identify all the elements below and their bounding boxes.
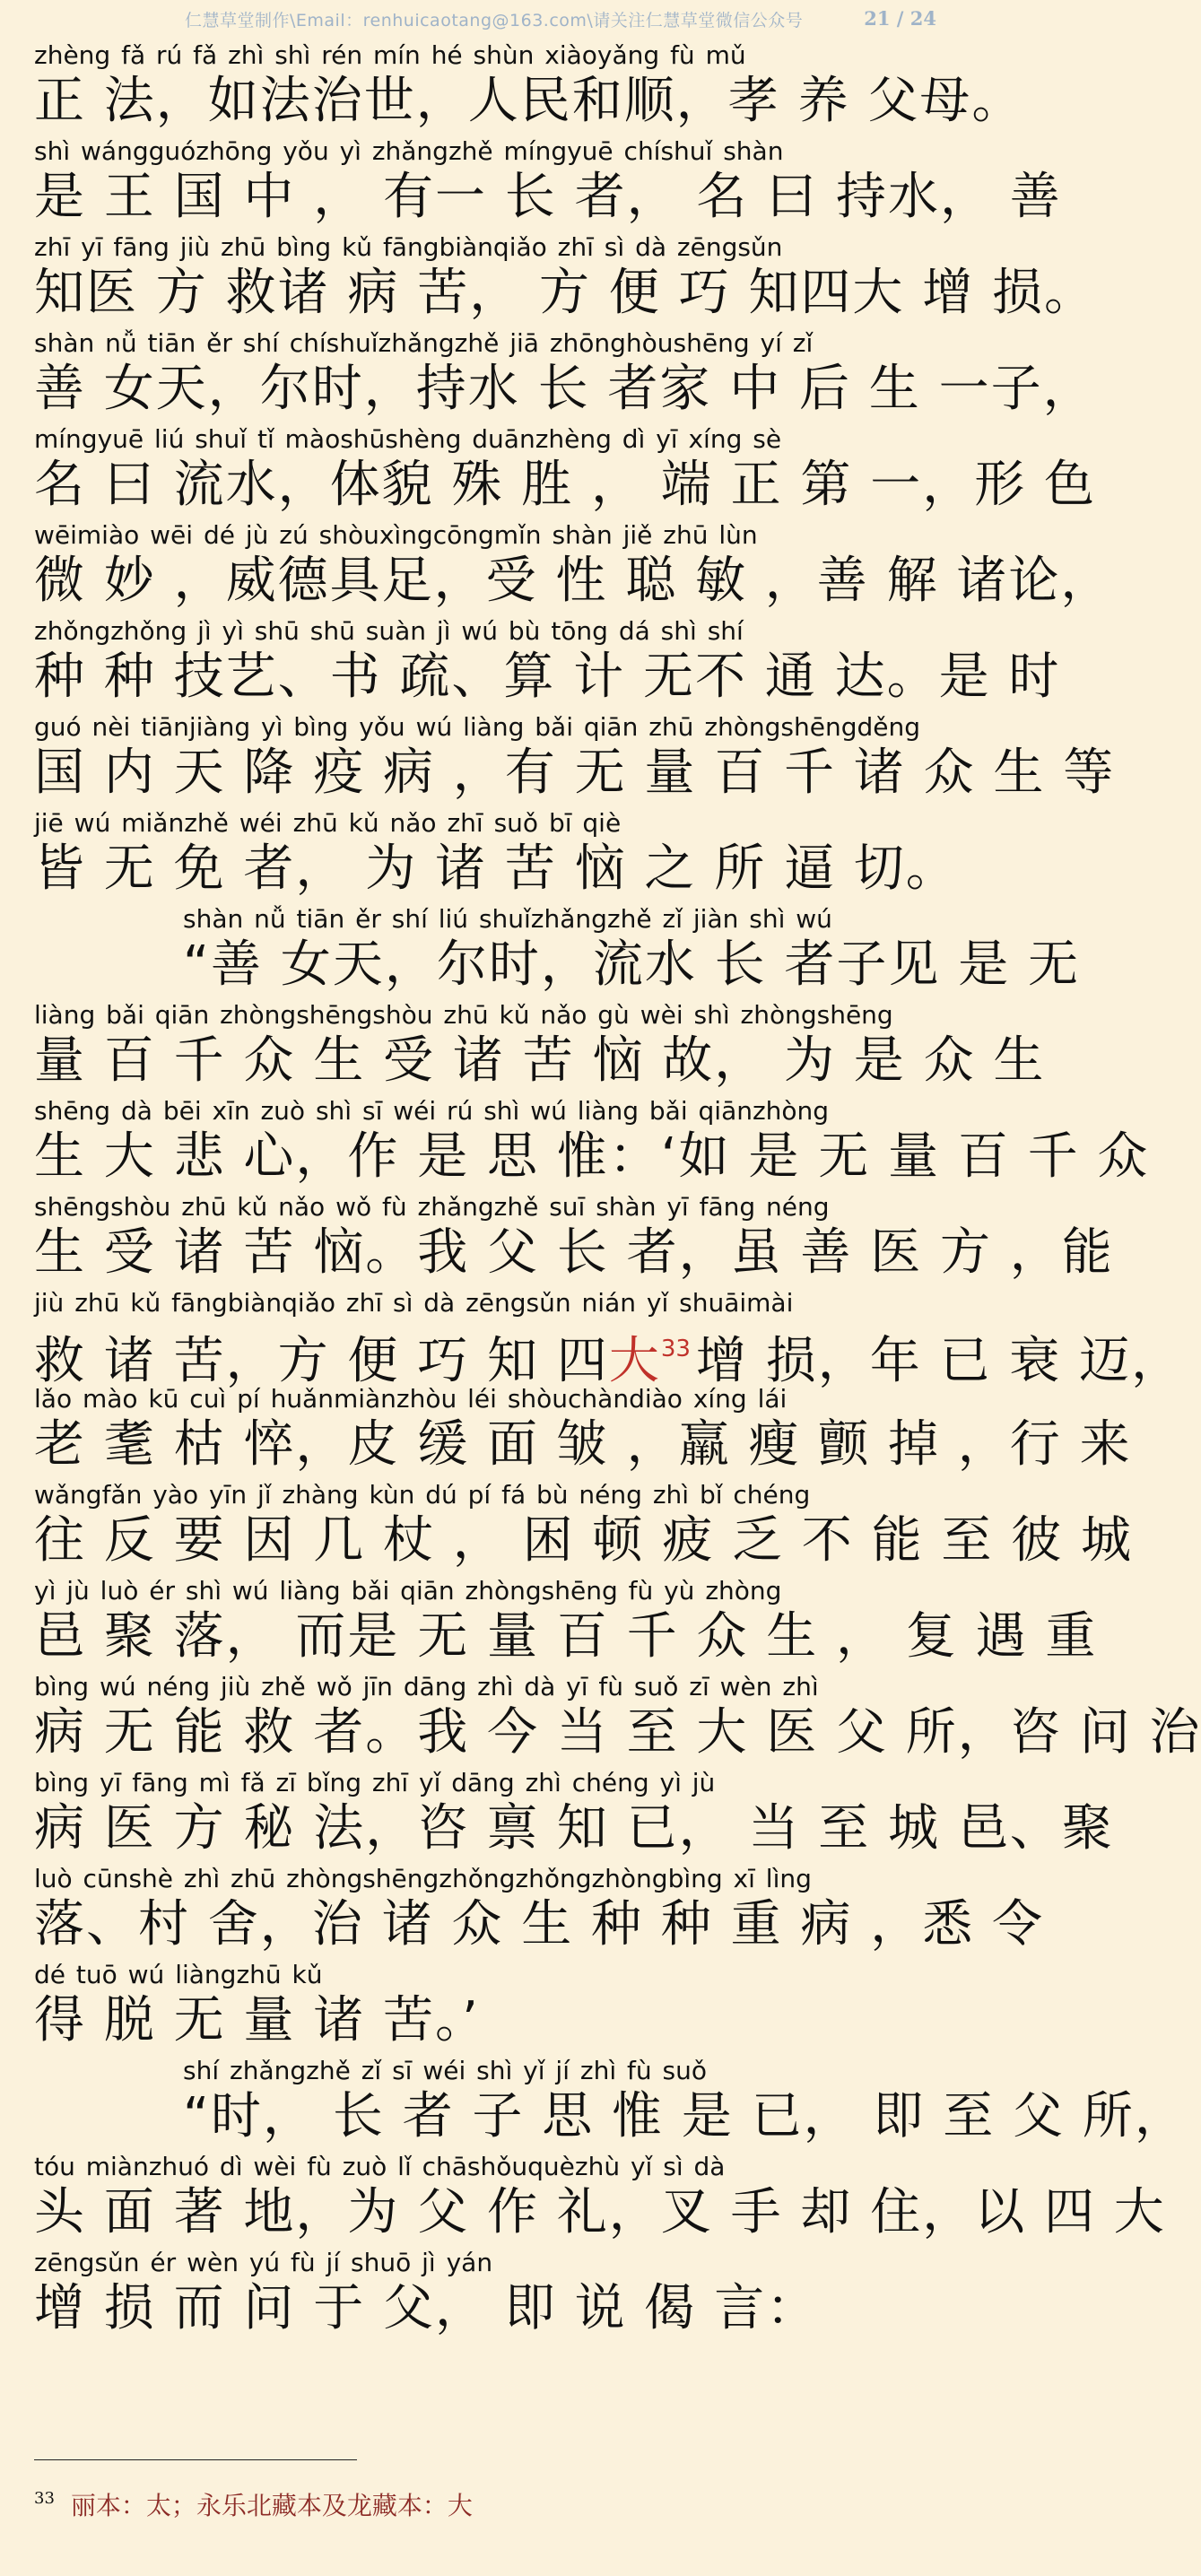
pinyin-line: shí zhǎngzhě zǐ sī wéi shì yǐ jí zhì fù suǒ — [183, 2056, 707, 2085]
text-line — [34, 1671, 1201, 1767]
hanzi-segment: 救 诸 苦，方 便 巧 知 四 — [34, 1332, 609, 1390]
hanzi-line: 邑 聚 落， 而是 无 量 百 千 众 生 ， 复 遇 重 — [34, 1607, 1098, 1666]
hanzi-line: “善 女天，尔时，流水 长 者子见 是 无 — [183, 936, 1081, 994]
pinyin-line: wǎngfǎn yào yīn jǐ zhàng kùn dú pí fá bù néng zhì bǐ chéng — [34, 1480, 811, 1510]
pinyin-line: zhǒngzhǒng jì yì shū shū suàn jì wú bù tōng dá shì shí — [34, 616, 744, 646]
hanzi-line: 善 女天，尔时，持水 长 者家 中 后 生 一子， — [34, 360, 1095, 418]
text-line — [34, 2247, 940, 2343]
pinyin-line: zēngsǔn ér wèn yú fù jí shuō jì yán — [34, 2248, 493, 2277]
pinyin-line: luò cūnshè zhì zhū zhòngshēngzhǒngzhǒngzhòngbìng xī lìng — [34, 1864, 812, 1893]
hanzi-line: 种 种 技艺、书 疏、算 计 无不 通 达。是 时 — [34, 648, 1061, 706]
footnote-number: 33 — [34, 2489, 55, 2508]
text-line — [34, 2055, 1187, 2151]
pinyin-line: shì wángguózhōng yǒu yì zhǎngzhě míngyuē chíshuǐ shàn — [34, 136, 784, 166]
header — [0, 7, 969, 34]
hanzi-line: 皆 无 免 者， 为 诸 苦 恼 之 所 逼 切。 — [34, 840, 958, 898]
text-line — [34, 1767, 1114, 1863]
pinyin-line: shàn nǚ tiān ěr shí chíshuǐzhǎngzhě jiā zhōnghòushēng yí zǐ — [34, 328, 814, 358]
pinyin-line: wēimiào wēi dé jù zú shòuxìngcōngmǐn shàn jiě zhū lùn — [34, 520, 758, 550]
header-credit: 仁慧草堂制作\Email：renhuicaotang@163.com\请关注仁慧草堂微信公众号 — [185, 11, 804, 30]
footnote-text: 丽本：太；永乐北藏本及龙藏本：大 — [70, 2491, 473, 2520]
hanzi-line: 头 面 著 地，为 父 作 礼，叉 手 却 住，以 四 大 — [34, 2183, 1166, 2241]
footnote-reference[interactable]: 33 — [660, 1336, 691, 1362]
text-line — [34, 1863, 1045, 1959]
hanzi-line: 生 受 诸 苦 恼。我 父 长 者，虽 善 医 方 ，能 — [34, 1223, 1114, 1282]
text-line — [34, 1287, 1184, 1390]
hanzi-line: 老 耄 枯 悴，皮 缓 面 皱 ，羸 瘦 颤 掉 ，行 来 — [34, 1415, 1132, 1474]
text-line — [34, 1095, 1150, 1191]
hanzi-line: 往 反 要 因 几 杖 ， 困 顿 疲 乏 不 能 至 彼 城 — [34, 1511, 1134, 1570]
hanzi-line: 量 百 千 众 生 受 诸 苦 恼 故， 为 是 众 生 — [34, 1031, 1046, 1090]
pinyin-line: shēng dà bēi xīn zuò shì sī wéi rú shì wú liàng bǎi qiānzhòng — [34, 1096, 830, 1126]
text-line — [34, 39, 1024, 135]
text-line — [34, 615, 1061, 711]
text-line — [34, 231, 1097, 327]
pinyin-line: dé tuō wú liàngzhū kǔ — [34, 1960, 323, 1989]
hanzi-line: 病 无 能 救 者。我 今 当 至 大 医 父 所，咨 问 治 — [34, 1703, 1201, 1762]
hanzi-line: 生 大 悲 心，作 是 思 惟：‘如 是 无 量 百 千 众 — [34, 1127, 1150, 1186]
page-number: 21 / 24 — [864, 7, 936, 30]
text-line — [34, 1479, 1134, 1575]
text-line — [34, 135, 1062, 231]
hanzi-line — [34, 1319, 1184, 1390]
pinyin-line: zhī yī fāng jiù zhū bìng kǔ fāngbiànqiǎo zhī sì dà zēngsǔn — [34, 232, 783, 262]
text-line — [34, 2151, 1166, 2247]
pinyin-line: shēngshòu zhū kǔ nǎo wǒ fù zhǎngzhě suī shàn yī fāng néng — [34, 1192, 830, 1222]
hanzi-line: 病 医 方 秘 法，咨 禀 知 已， 当 至 城 邑、聚 — [34, 1799, 1114, 1858]
hanzi-line: 国 内 天 降 疫 病 ，有 无 量 百 千 诸 众 生 等 — [34, 744, 1116, 802]
text-line — [34, 1575, 1098, 1671]
pinyin-line: míngyuē liú shuǐ tǐ màoshūshèng duānzhèng dì yī xíng sè — [34, 424, 782, 454]
text-line — [34, 327, 1095, 423]
text-line — [34, 1959, 940, 2055]
pinyin-line: lǎo mào kū cuì pí huǎnmiànzhòu léi shòuchàndiào xíng lái — [34, 1384, 788, 1414]
text-line — [34, 423, 1097, 519]
hanzi-line: 是 王 国 中 ， 有一 长 者， 名 曰 持水， 善 — [34, 168, 1062, 226]
hanzi-line: 落、村 舍，治 诸 众 生 种 种 重 病 ，悉 令 — [34, 1895, 1045, 1954]
pinyin-line: bìng yī fāng mì fǎ zī bǐng zhī yǐ dāng zhì chéng yì jù — [34, 1768, 716, 1797]
hanzi-segment: 增 损，年 已 衰 迈， — [695, 1332, 1184, 1390]
text-line — [34, 711, 1116, 807]
pinyin-line: zhèng fǎ rú fǎ zhì shì rén mín hé shùn xiàoyǎng fù mǔ — [34, 40, 746, 70]
text-line — [34, 807, 958, 903]
hanzi-line: 名 曰 流水，体貌 殊 胜 ， 端 正 第 一，形 色 — [34, 456, 1097, 514]
hanzi-line: 增 损 而 问 于 父， 即 说 偈 言： — [34, 2279, 819, 2337]
sutra-body — [34, 39, 1201, 2343]
text-line — [34, 1383, 1132, 1479]
pinyin-line: tóu miànzhuó dì wèi fù zuò lǐ chāshǒuquèzhù yǐ sì dà — [34, 2152, 726, 2181]
text-line — [34, 519, 1113, 615]
hanzi-line: 微 妙 ，威德具足，受 性 聪 敏 ，善 解 诸论， — [34, 552, 1113, 610]
pinyin-line: guó nèi tiānjiàng yì bìng yǒu wú liàng bǎi qiān zhū zhòngshēngděng — [34, 712, 921, 742]
text-line — [34, 1191, 1114, 1287]
hanzi-line: 得 脱 无 量 诸 苦。’ — [34, 1991, 480, 2049]
footnote-divider — [34, 2459, 357, 2460]
pinyin-line: jiē wú miǎnzhě wéi zhū kǔ nǎo zhī suǒ bī qiè — [34, 808, 622, 838]
pinyin-line: shàn nǚ tiān ěr shí liú shuǐzhǎngzhě zǐ jiàn shì wú — [183, 904, 832, 934]
hanzi-line: 知医 方 救诸 病 苦， 方 便 巧 知四大 增 损。 — [34, 264, 1097, 322]
pinyin-line: bìng wú néng jiù zhě wǒ jīn dāng zhì dà yī fù suǒ zī wèn zhì — [34, 1672, 819, 1701]
hanzi-line: 正 法，如法治世，人民和顺，孝 养 父母。 — [34, 72, 1024, 130]
pinyin-line: jiù zhū kǔ fāngbiànqiǎo zhī sì dà zēngsǔn nián yǐ shuāimài — [34, 1288, 794, 1318]
text-line — [34, 903, 1081, 999]
hanzi-line: “时， 长 者 子 思 惟 是 已， 即 至 父 所， — [183, 2087, 1187, 2145]
variant-character: 大 — [608, 1332, 661, 1390]
pinyin-line: liàng bǎi qiān zhòngshēngshòu zhū kǔ nǎo gù wèi shì zhòngshēng — [34, 1000, 893, 1030]
footnote — [34, 2486, 473, 2522]
text-line — [34, 999, 1046, 1095]
pinyin-line: yì jù luò ér shì wú liàng bǎi qiān zhòngshēng fù yù zhòng — [34, 1576, 782, 1606]
